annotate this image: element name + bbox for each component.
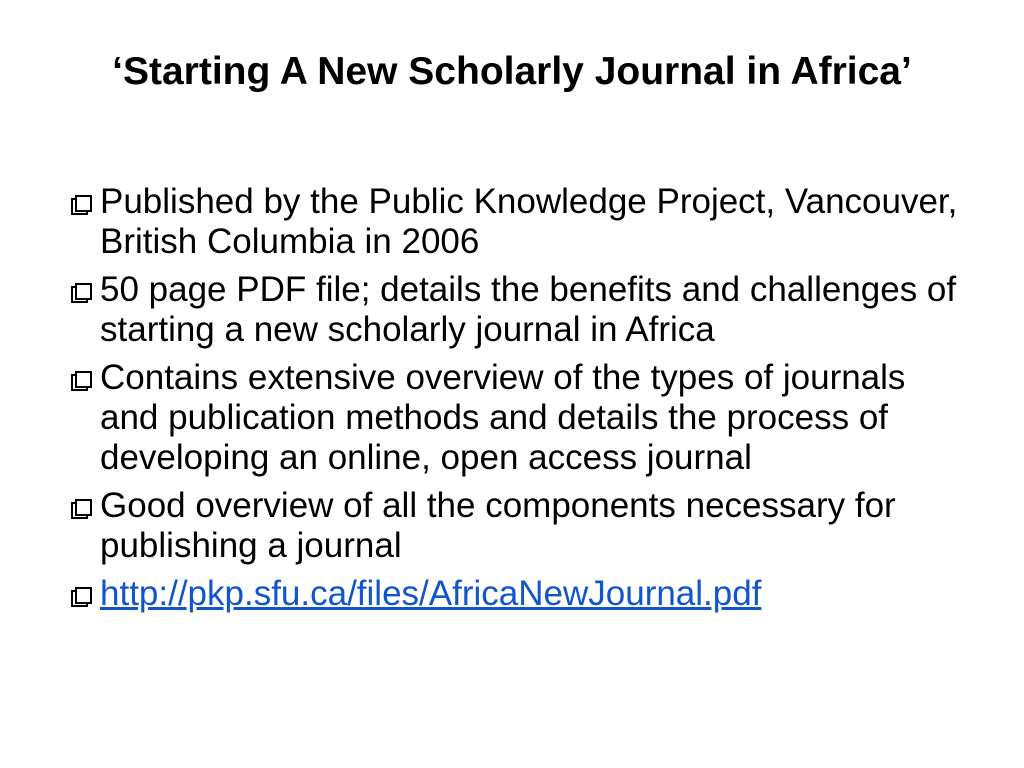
bullet-item-components: [70, 486, 970, 566]
checkbox-bullet-icon: [70, 371, 92, 393]
bullet-text: Published by the Public Knowledge Project, Vancouver, British Columbia in 2006: [100, 182, 958, 261]
bullet-item-pdf-details: [70, 270, 970, 350]
slide-title: ‘Starting A New Scholarly Journal in Africa’: [112, 50, 912, 93]
bullet-text: 50 page PDF file; details the benefits and challenges of starting a new scholarly journal in Africa: [100, 270, 957, 349]
bullet-item-publisher: [70, 182, 970, 262]
bullet-list: [70, 182, 970, 614]
pdf-link[interactable]: http://pkp.sfu.ca/files/AfricaNewJournal.pdf: [100, 574, 762, 613]
checkbox-bullet-icon: [70, 195, 92, 217]
checkbox-bullet-icon: [70, 587, 92, 609]
bullet-item-overview: [70, 358, 970, 478]
checkbox-bullet-icon: [70, 283, 92, 305]
bullet-text: Good overview of all the components necessary for publishing a journal: [100, 486, 896, 565]
bullet-item-link: [70, 574, 970, 614]
checkbox-bullet-icon: [70, 499, 92, 521]
bullet-text: Contains extensive overview of the types of journals and publication methods and details the process of developing an online, open access journal: [100, 358, 906, 477]
